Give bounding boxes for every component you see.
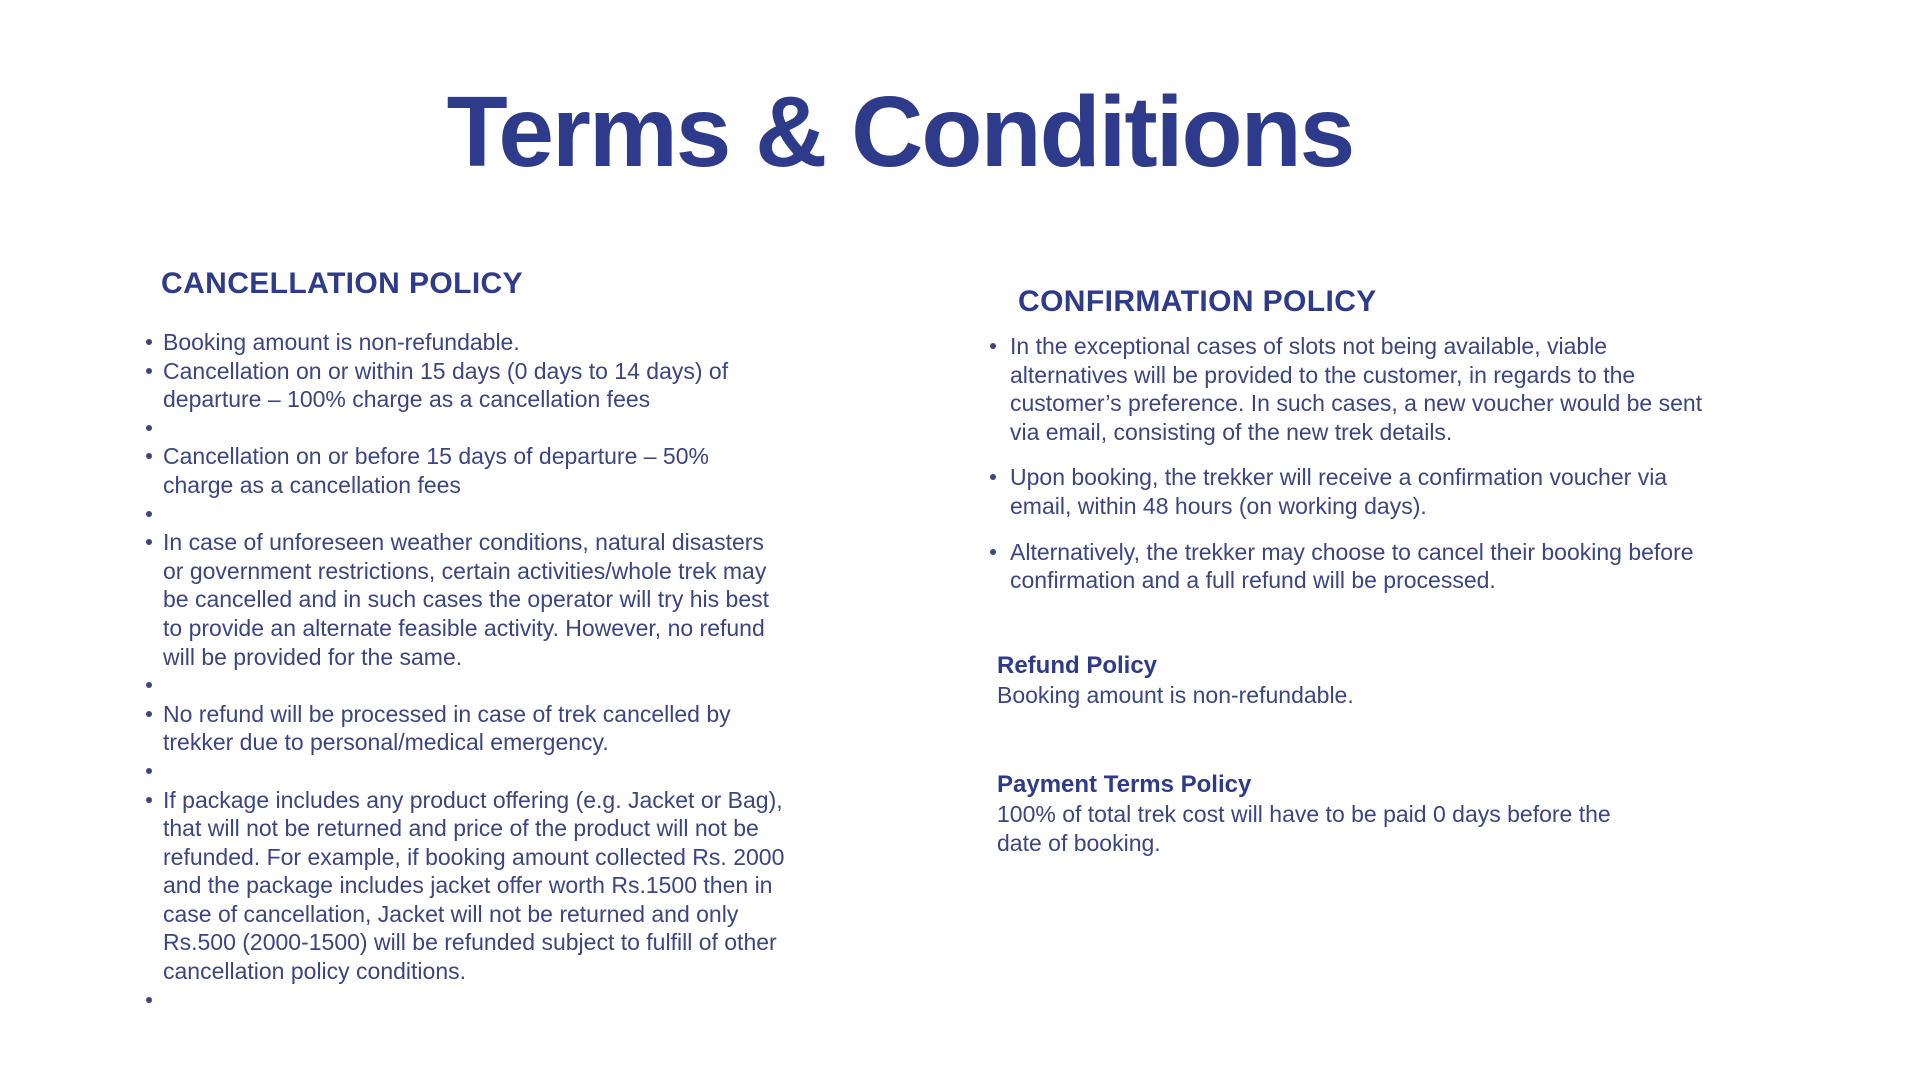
list-item: If package includes any product offering (e.g. Jacket or Bag), that will not be returned and price of the product will not be refunded. For example, if booking amount collected Rs. 2000 and the package includes jacket offer worth Rs.1500 then in case of cancellation, Jacket will not be returned and only Rs.500 (2000-1500) will be refunded subject to fulfill of other cancellation policy conditions. <box>143 786 785 986</box>
list-item: Cancellation on or before 15 days of departure – 50% charge as a cancellation fees <box>143 442 785 499</box>
list-item: Upon booking, the trekker will receive a confirmation voucher via email, within 48 hours (on working days). <box>985 463 1711 520</box>
payment-terms-policy-section <box>997 770 1711 858</box>
payment-terms-policy-heading: Payment Terms Policy <box>997 770 1252 798</box>
confirmation-policy-section <box>985 286 1711 858</box>
cancellation-policy-section <box>143 268 785 1014</box>
list-item: In case of unforeseen weather conditions, natural disasters or government restrictions, certain activities/whole trek may be cancelled and in such cases the operator will try his best to provide an alternate feasible activity. However, no refund will be provided for the same. <box>143 528 785 671</box>
refund-policy-heading: Refund Policy <box>997 651 1158 679</box>
list-item: Alternatively, the trekker may choose to cancel their booking before confirmation and a full refund will be processed. <box>985 538 1711 595</box>
list-item: Cancellation on or within 15 days (0 days to 14 days) of departure – 100% charge as a cancellation fees <box>143 357 785 414</box>
list-item-empty <box>143 414 785 443</box>
list-item-empty <box>143 757 785 786</box>
refund-policy-section <box>997 651 1711 710</box>
list-item-empty <box>143 986 785 1015</box>
page-title: Terms & Conditions <box>446 76 1354 188</box>
cancellation-policy-list <box>143 328 785 1014</box>
cancellation-policy-heading: CANCELLATION POLICY <box>161 267 524 300</box>
list-item: Booking amount is non-refundable. <box>143 328 785 357</box>
list-item: In the exceptional cases of slots not being available, viable alternatives will be provided to the customer, in regards to the customer’s preference. In such cases, a new voucher would be sent via email, consisting of the new trek details. <box>985 332 1711 446</box>
payment-terms-policy-body: 100% of total trek cost will have to be paid 0 days before the date of booking. <box>997 800 1611 856</box>
list-item-empty <box>143 500 785 529</box>
refund-policy-body: Booking amount is non-refundable. <box>997 681 1354 708</box>
list-item: No refund will be processed in case of trek cancelled by trekker due to personal/medical emergency. <box>143 700 785 757</box>
confirmation-policy-heading: CONFIRMATION POLICY <box>1018 285 1377 318</box>
list-item-empty <box>143 671 785 700</box>
confirmation-policy-list <box>985 332 1711 595</box>
